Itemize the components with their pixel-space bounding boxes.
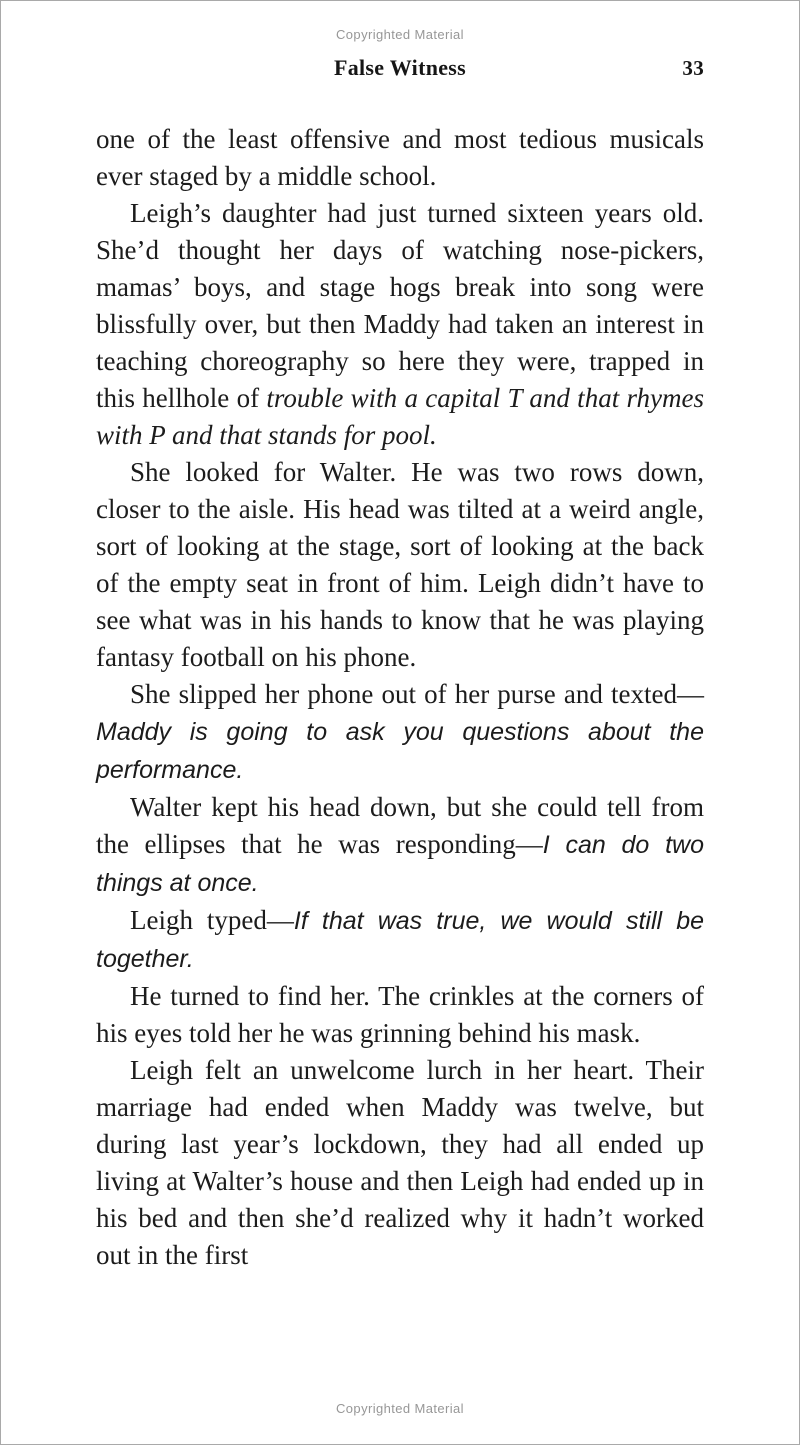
- text-run: If that was true, we would still be together.: [96, 907, 704, 973]
- text-run: He turned to find her. The crinkles at the corners of his eyes told her he was grinning behind his mask.: [96, 981, 704, 1048]
- text-run: Walter kept his head down, but she could tell from the ellipses that he was responding—: [96, 792, 704, 859]
- text-run: Maddy is going to ask you questions about the performance.: [96, 718, 704, 784]
- text-run: Leigh felt an unwelcome lurch in her heart. Their marriage had ended when Maddy was twelve, but during last year’s lockdown, they had all ended up living at Walter’s house and then Leigh had ended up in his bed and then she’d realized why it hadn’t worked out in the first: [96, 1055, 704, 1270]
- page-number: 33: [682, 56, 704, 80]
- paragraph: [96, 978, 704, 1052]
- text-run: She looked for Walter. He was two rows down, closer to the aisle. His head was tilted at a weird angle, sort of looking at the stage, sort of looking at the back of the empty seat in front of him. Leigh didn’t have to see what was in his hands to know that he was playing fantasy football on his phone.: [96, 457, 704, 672]
- text-run: one of the least offensive and most tedious musicals ever staged by a middle school.: [96, 124, 704, 191]
- book-title: False Witness: [333, 55, 467, 80]
- text-run: Leigh’s daughter had just turned sixteen years old. She’d thought her days of watching nose-pickers, mamas’ boys, and stage hogs break into song were blissfully over, but then Maddy had taken an interest in teaching choreography so here they were, trapped in this hellhole of: [96, 198, 704, 413]
- paragraph: [96, 195, 704, 454]
- paragraph: [96, 454, 704, 676]
- paragraph: [96, 1052, 704, 1274]
- paragraph: [96, 902, 704, 978]
- paragraph: [96, 676, 704, 789]
- page-body: [1, 121, 799, 1274]
- text-run: trouble with a capital T and that rhymes with P and that stands for pool.: [96, 383, 704, 450]
- copyright-notice-bottom: Copyrighted Material: [336, 1401, 464, 1416]
- text-run: I can do two things at once.: [96, 831, 704, 897]
- copyright-notice-top: Copyrighted Material: [336, 27, 464, 42]
- text-run: Leigh typed—: [130, 905, 294, 935]
- text-run: She slipped her phone out of her purse and texted—: [130, 679, 704, 709]
- paragraph: [96, 789, 704, 902]
- paragraph: [96, 121, 704, 195]
- running-header: [1, 55, 799, 81]
